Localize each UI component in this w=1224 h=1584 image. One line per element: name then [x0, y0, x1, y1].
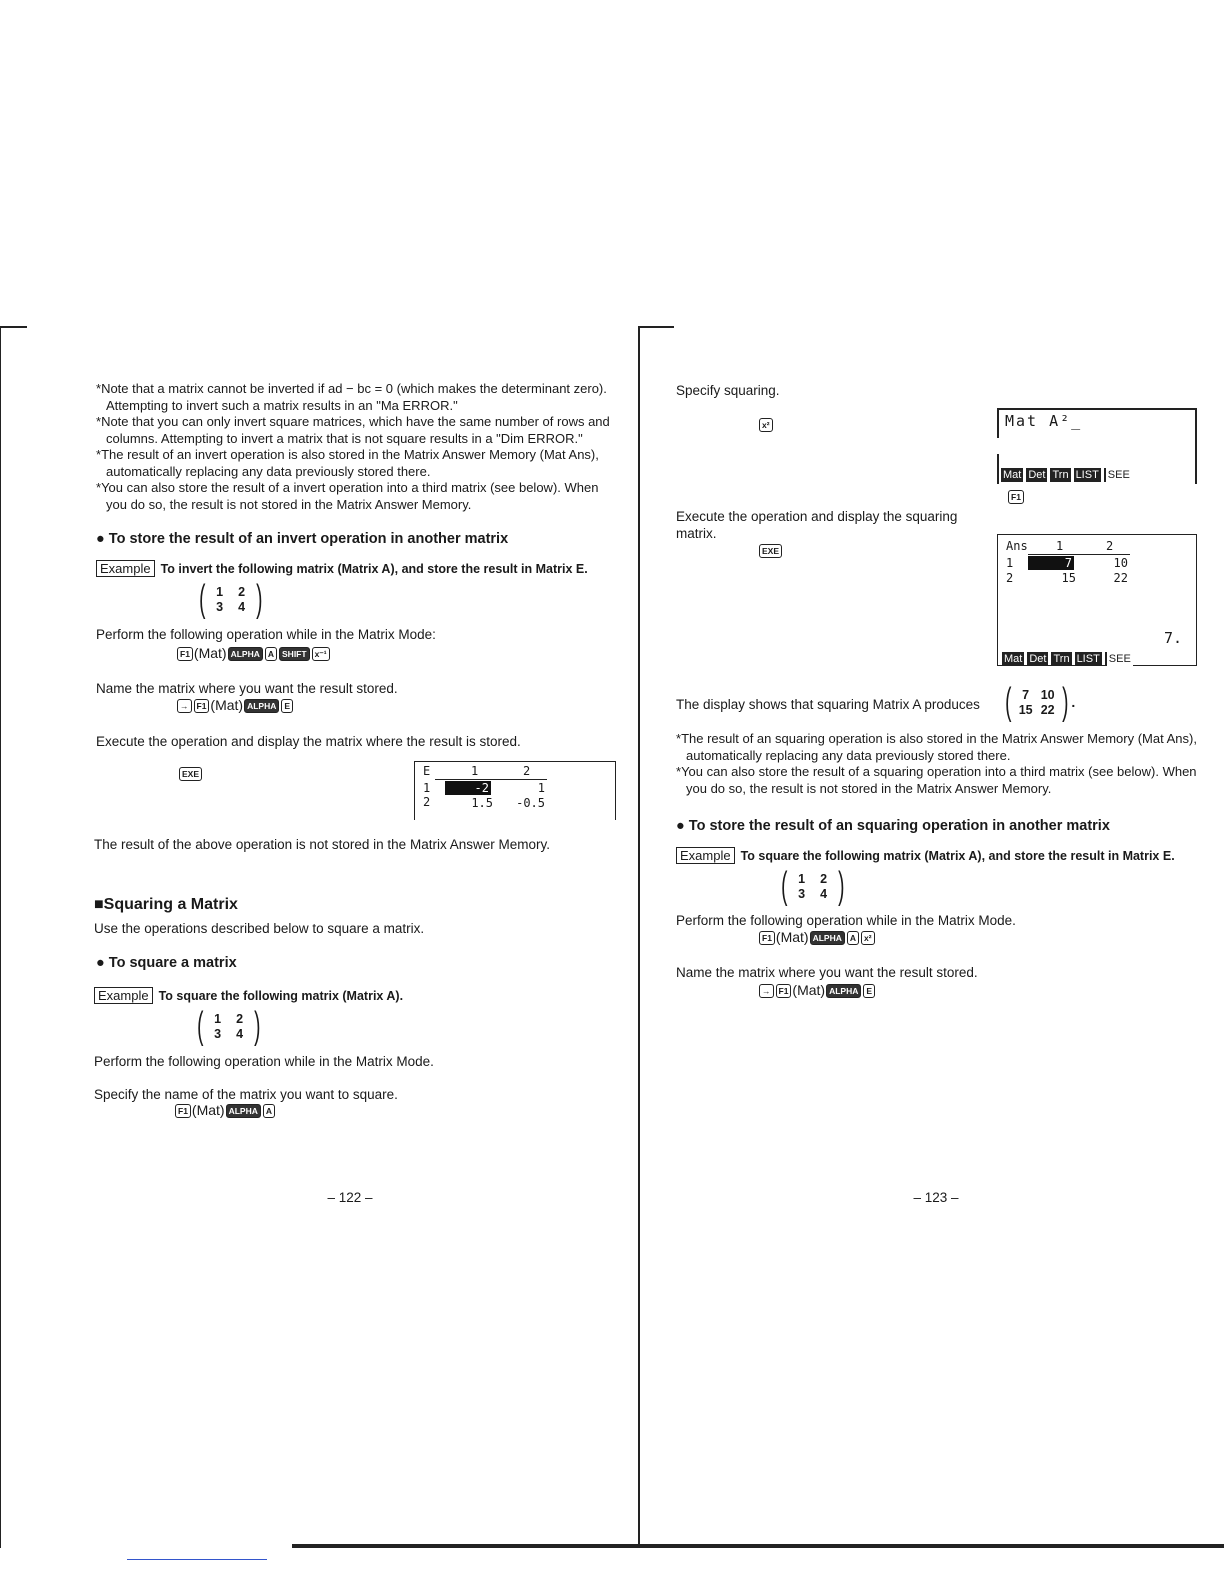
page-number-right: – 123 – — [913, 1190, 959, 1205]
step-text: Specify the name of the matrix you want to square. — [94, 1087, 398, 1102]
spine-line — [638, 326, 640, 1546]
alpha-key: ALPHA — [826, 984, 861, 998]
key-sequence — [1007, 488, 1025, 504]
a-key: A — [847, 931, 859, 945]
left-page-edge — [0, 326, 27, 328]
f1-key: F1 — [759, 931, 775, 945]
a-key: A — [263, 1104, 275, 1118]
screen-matrix-name: Ans — [1006, 539, 1028, 553]
key-sequence — [758, 542, 783, 558]
key-sequence: F1 (Mat) ALPHA A x² — [758, 929, 876, 945]
square-key: x² — [861, 931, 875, 945]
shift-key: SHIFT — [279, 647, 310, 661]
step-text: Execute the operation and display the squaring matrix. — [676, 509, 958, 541]
alpha-key: ALPHA — [228, 647, 263, 661]
exe-key: EXE — [759, 544, 782, 558]
arrow-key: → — [759, 984, 774, 998]
note-item: *You can also store the result of a invert operation into a third matrix (see below). When you do so, the result is not stored in the Matrix Answer Memory. — [96, 480, 599, 512]
screen-row-2: 2 — [423, 795, 431, 809]
screen-row-2: 2 — [1006, 571, 1014, 585]
softkey-bar — [1001, 465, 1135, 483]
softkey-list: LIST — [1076, 653, 1100, 665]
page-number-left: – 122 – — [327, 1190, 373, 1205]
matrix-a-3: ( 1 2 3 4 ) — [781, 865, 845, 907]
display-result-text: The display shows that squaring Matrix A produces — [676, 697, 980, 712]
calculator-screen-input — [997, 408, 1197, 484]
screen-input-text: Mat A²_ — [1005, 412, 1083, 430]
store-squaring-heading: ● To store the result of an squaring operation in another matrix — [676, 818, 1110, 834]
note-item: *You can also store the result of a squaring operation into a third matrix (see below). When you do so, the result is not stored in the Matrix Answer Memory. — [676, 764, 1197, 796]
softkey-bar — [1002, 647, 1136, 666]
arrow-key: → — [177, 699, 192, 713]
f1-key: F1 — [776, 984, 792, 998]
screen-col-1: 1 — [471, 764, 479, 778]
alpha-key: ALPHA — [810, 931, 845, 945]
screen-col-1: 1 — [1056, 539, 1064, 553]
square-heading: ● To square a matrix — [96, 955, 237, 971]
screen-cell: 22 — [1113, 571, 1128, 585]
result-note: The result of the above operation is not stored in the Matrix Answer Memory. — [94, 837, 550, 852]
step-text: Name the matrix where you want the result stored. — [96, 681, 398, 696]
screen-cell: 1 — [537, 781, 545, 795]
left-page-edge-vertical — [0, 326, 1, 1548]
right-notes — [676, 731, 1201, 797]
step-text: Execute the operation and display the matrix where the result is stored. — [96, 734, 521, 749]
bottom-rule — [292, 1544, 1224, 1548]
key-sequence: → F1 (Mat) ALPHA E — [758, 982, 876, 998]
note-item: *The result of an invert operation is also stored in the Matrix Answer Memory (Mat Ans), automatically replacing any data previously stored there. — [96, 447, 599, 479]
footer-link-line — [127, 1559, 267, 1560]
screen-row-1: 1 — [423, 781, 431, 795]
softkey-see: SEE — [1105, 652, 1133, 666]
e-key: E — [281, 699, 293, 713]
a-key: A — [265, 647, 277, 661]
key-sequence — [758, 416, 774, 432]
section-title: ■Squaring a Matrix — [94, 896, 238, 913]
screen-cell: -0.5 — [516, 796, 545, 810]
f1-key: F1 — [175, 1104, 191, 1118]
softkey-see: SEE — [1104, 468, 1132, 482]
screen-row-1: 1 — [1006, 556, 1014, 570]
step-text: Perform the following operation while in the Matrix Mode. — [94, 1054, 434, 1069]
note-item: *Note that a matrix cannot be inverted if ad − bc = 0 (which makes the determinant zero). Attempting to invert such a matrix results in an "Ma ERROR." — [96, 381, 607, 413]
f1-key: F1 — [177, 647, 193, 661]
f1-key: F1 — [1008, 490, 1024, 504]
softkey-det: Det — [1028, 469, 1046, 481]
screen-col-2: 2 — [1106, 539, 1114, 553]
softkey-trn: Trn — [1052, 469, 1069, 481]
screen-cell: 10 — [1113, 556, 1128, 570]
key-sequence: F1 (Mat) ALPHA A SHIFT x⁻¹ — [176, 645, 331, 661]
note-item: *Note that you can only invert square matrices, which have the same number of rows and columns. Attempting to invert a matrix that is not square results in a "Dim ERROR." — [96, 414, 610, 446]
softkey-list: LIST — [1075, 469, 1099, 481]
key-sequence: F1 (Mat) ALPHA A — [174, 1102, 276, 1118]
step-text: Specify squaring. — [676, 383, 780, 398]
step-text: Perform the following operation while in the Matrix Mode. — [676, 913, 1016, 928]
key-sequence — [178, 765, 203, 781]
e-key: E — [863, 984, 875, 998]
example-1: Example To invert the following matrix (Matrix A), and store the result in Matrix E. — [96, 560, 588, 577]
calculator-screen-e — [414, 761, 616, 820]
step-text: Name the matrix where you want the result stored. — [676, 965, 978, 980]
step-text: Perform the following operation while in the Matrix Mode: — [96, 627, 436, 642]
screen-cell: 15 — [1061, 571, 1076, 585]
screen-col-2: 2 — [523, 764, 531, 778]
f1-key: F1 — [194, 699, 210, 713]
section-intro: Use the operations described below to square a matrix. — [94, 921, 425, 936]
matrix-a-1: ( 1 2 3 4 ) — [199, 578, 263, 620]
alpha-key: ALPHA — [226, 1104, 261, 1118]
matrix-a-2: ( 1 2 3 4 ) — [197, 1005, 261, 1047]
example-label: Example — [676, 847, 735, 864]
alpha-key: ALPHA — [244, 699, 279, 713]
left-notes — [96, 381, 621, 513]
key-sequence: → F1 (Mat) ALPHA E — [176, 697, 294, 713]
example-2: Example To square the following matrix (Matrix A). — [94, 987, 403, 1004]
spine-top-tick — [638, 326, 674, 328]
softkey-det: Det — [1029, 653, 1047, 665]
example-label: Example — [94, 987, 153, 1004]
screen-cell-selected: 7 — [1028, 556, 1074, 570]
softkey-mat: Mat — [1004, 653, 1023, 665]
softkey-mat: Mat — [1003, 469, 1022, 481]
screen-matrix-name: E — [423, 764, 431, 778]
square-key: x² — [759, 418, 773, 432]
example-label: Example — [96, 560, 155, 577]
example-3: Example To square the following matrix (Matrix A), and store the result in Matrix E. — [676, 847, 1175, 864]
calculator-screen-ans — [997, 534, 1197, 666]
exe-key: EXE — [179, 767, 202, 781]
screen-value: 7. — [1164, 629, 1183, 647]
note-item: *The result of an squaring operation is also stored in the Matrix Answer Memory (Mat Ans), automatically replacing any data previously stored there. — [676, 731, 1197, 763]
softkey-trn: Trn — [1053, 653, 1070, 665]
screen-cell: 1.5 — [471, 796, 493, 810]
store-invert-heading: ● To store the result of an invert operation in another matrix — [96, 531, 509, 547]
result-matrix: ( 7 10 15 22 ) . — [1005, 681, 1076, 723]
screen-cell-selected: -2 — [445, 781, 491, 795]
inverse-key: x⁻¹ — [312, 647, 330, 661]
